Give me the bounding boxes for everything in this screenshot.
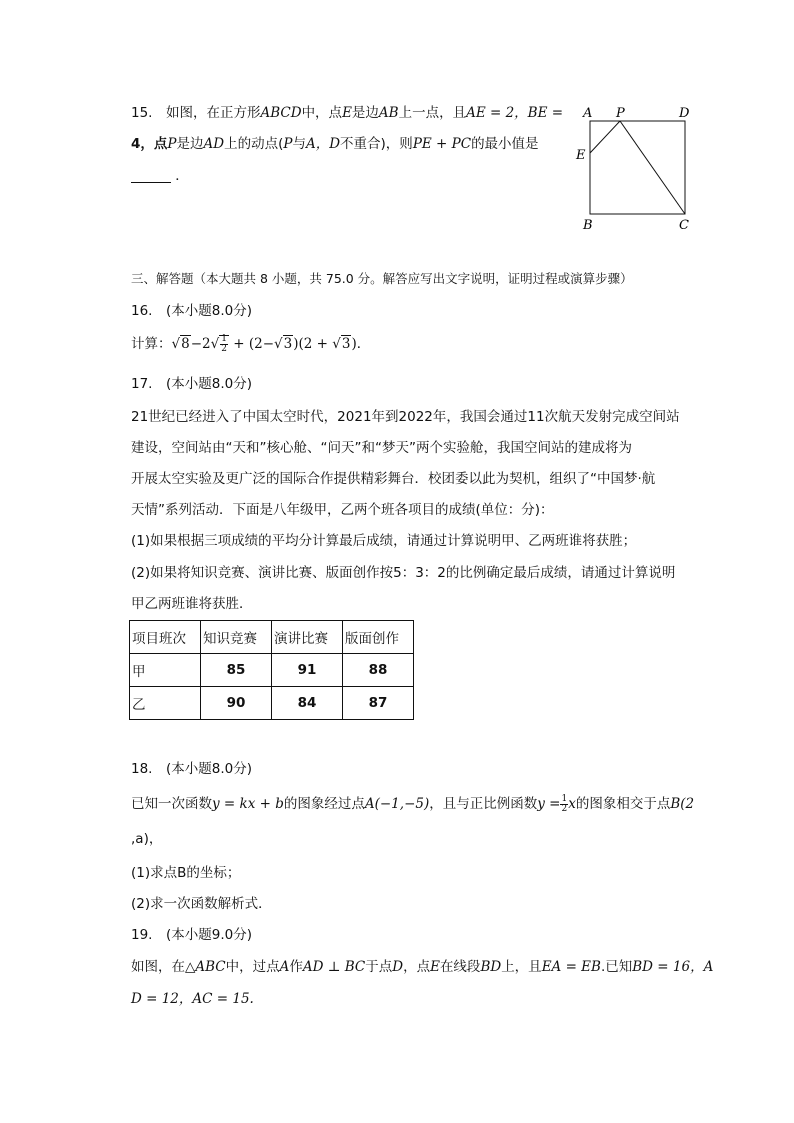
table-row [130,654,414,687]
table-header: 项目班次 [130,621,201,654]
q17-line: 建设，空间站由“天和”核心舱、“问天”和“梦天”两个实验舱，我国空间站的建成将为 [131,440,632,456]
q18-text: 的图象相交于点 [575,796,671,812]
q15-math: AE = 2，BE = [466,105,564,121]
q18-line-1 [131,794,694,814]
table-header-row [130,621,414,654]
q16-text: 计算： [131,336,172,352]
table-cell: 84 [272,687,343,720]
table-header: 版面创作 [343,621,414,654]
q17-line: 天情”系列活动．下面是八年级甲，乙两个班各项目的成绩(单位：分)： [131,502,554,518]
segment-pc [620,121,685,214]
q15-text: 上一点，且 [398,105,467,121]
q15-text: ． [175,168,189,184]
fraction-half: $\frac{1}{2}$ [561,793,568,814]
q18-math: y = kx + b [212,796,284,812]
q15-line-2 [131,134,539,154]
q19-text: 上，且 [501,959,542,975]
q15-line-3 [131,166,189,186]
q16-math: + (2− [228,336,275,352]
q19-math: BD = 16，A [632,959,714,975]
q16-math: )． [351,336,371,352]
q15-math: AB [378,105,399,121]
q19-math: D [392,959,404,975]
table-header: 知识竞赛 [201,621,272,654]
q19-text: 中，过点 [225,959,280,975]
q18-text: 的图象经过点 [283,796,365,812]
q18-text: ，且与正比例函数 [429,796,538,812]
q18-line-2: ,a)， [131,831,163,847]
table-cell: 87 [343,687,414,720]
segment-pe [590,121,620,153]
q19-text: ，点 [403,959,431,975]
q18-math: B(2 [670,796,695,812]
q15-text: 是边 [176,136,204,152]
label-e: E [576,148,586,163]
q19-math: D = 12，AC = 15. [131,991,254,1007]
q18-math: x [568,796,576,812]
sqrt-3: √3 [274,336,293,352]
q17-heading: 17. (本小题8.0分) [131,376,252,392]
q15-text: 是边 [351,105,379,121]
q16-heading: 16. (本小题8.0分) [131,303,252,319]
table-cell: 91 [272,654,343,687]
q15-math: P [283,136,293,152]
label-a: A [583,106,593,121]
q15-text: 中，点 [301,105,343,121]
q16-expression [131,334,370,354]
q16-math: )(2 + [293,336,333,352]
q18-line-3: (1)求点B的坐标； [131,865,241,881]
q19-math: A [279,959,290,975]
q18-text: 已知一次函数 [131,796,212,812]
q15-text: 上的动点( [224,136,284,152]
q17-line: (1)如果根据三项成绩的平均分计算最后成绩，请通过计算说明甲、乙两班谁将获胜； [131,533,637,549]
q17-line: 甲乙两班谁将获胜． [131,596,253,612]
q17-line: 开展太空实验及更广泛的国际合作提供精彩舞台．校团委以此为契机，组织了“中国梦·航 [131,471,656,487]
q19-text: 于点 [365,959,393,975]
sqrt-8: √8 [171,336,190,352]
q18-heading: 18. (本小题8.0分) [131,761,252,777]
q15-math: A，D [305,136,341,152]
q15-text: 不重合)，则 [340,136,413,152]
q16-math: −2 [190,336,211,352]
q15-math: PE + PC [412,136,472,152]
label-c: C [679,218,689,233]
q18-math: y = [537,796,561,812]
q15-text: 的最小值是 [471,136,539,152]
table-cell: 90 [201,687,272,720]
q19-math: E [430,959,440,975]
q15-line-1 [131,103,563,123]
q19-math: BD [480,959,502,975]
q19-line-1 [131,957,713,977]
answer-blank[interactable] [131,168,171,183]
q19-heading: 19. (本小题9.0分) [131,927,252,943]
table-cell: 85 [201,654,272,687]
label-d: D [679,106,690,121]
table-cell-class: 甲 [130,654,201,687]
q19-math: △ABC [185,959,226,975]
table-cell-class: 乙 [130,687,201,720]
label-p: P [616,106,625,121]
q18-line-4: (2)求一次函数解析式． [131,896,272,912]
table-cell: 88 [343,654,414,687]
table-row [130,687,414,720]
q19-math: AD ⊥ BC [302,959,366,975]
q15-text: 4，点 [131,136,168,152]
q19-line-2 [131,989,254,1009]
q19-text: .已知 [600,959,633,975]
q17-line: (2)如果将知识竞赛、演讲比赛、版面创作按5：3：2的比例确定最后成绩，请通过计算说明 [131,565,676,581]
square-abcd [590,121,685,214]
q17-line: 21世纪已经进入了中国太空时代，2021年到2022年，我国会通过11次航天发射完成空间站 [131,409,680,425]
section-3-heading: 三、解答题（本大题共 8 小题，共 75.0 分。解答应写出文字说明，证明过程或演算步骤） [131,271,633,286]
q19-text: 如图，在 [131,959,185,975]
sqrt-3: √3 [332,336,351,352]
square-figure [568,100,708,240]
q18-math: A(−1,−5) [364,796,430,812]
q15-text: 15. 如图，在正方形 [131,105,261,121]
sqrt-half: √ $\frac{1}{2}$ [210,334,227,354]
q15-math: AD [203,136,225,152]
q19-text: 作 [289,959,303,975]
q15-math: P [167,136,177,152]
table-header: 演讲比赛 [272,621,343,654]
q15-math: E [342,105,352,121]
q15-text: 与 [292,136,306,152]
label-b: B [583,218,593,233]
q19-math: EA = EB [541,959,601,975]
score-table [129,620,414,720]
q15-math: ABCD [260,105,302,121]
q19-text: 在线段 [439,959,481,975]
